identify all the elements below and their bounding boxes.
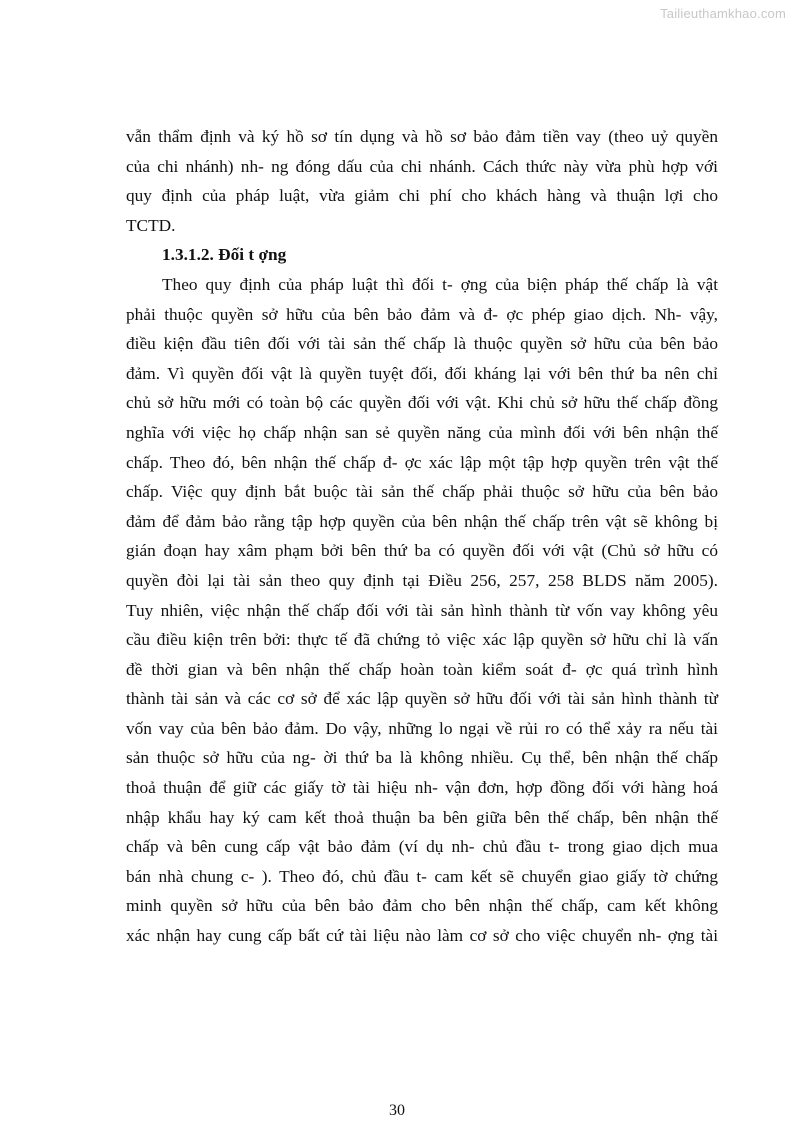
text-line: quyền đòi lại tài sản theo quy định tại Điều 256, 257, 258 BLDS năm 2005). — [126, 570, 718, 590]
text-line: chấp và bên cung cấp vật bảo đảm (ví dụ nh- chủ đầu t- trong giao dịch mua — [126, 837, 718, 857]
text-line: chủ sở hữu mới có toàn bộ các quyền đối với vật. Khi chủ sở hữu thế chấp đồng — [126, 393, 718, 413]
text-line: bán nhà chung c- ). Theo đó, chủ đầu t- cam kết sẽ chuyển giao giấy tờ chứng — [126, 866, 718, 886]
text-line: vốn vay của bên bảo đảm. Do vậy, những lo ngại về rủi ro có thể xảy ra nếu tài — [126, 718, 718, 738]
text-line: TCTD. — [126, 215, 176, 235]
text-line: vẫn thẩm định và ký hồ sơ tín dụng và hồ sơ bảo đảm tiền vay (theo uỷ quyền — [126, 127, 718, 146]
section-heading: 1.3.1.2. Đối t ợng — [162, 245, 287, 265]
paragraph-continuation — [126, 122, 718, 240]
text-line: thành tài sản và các cơ sở để xác lập quyền sở hữu đối với tài sản hình thành từ — [126, 689, 718, 709]
text-line: Theo quy định của pháp luật thì đối t- ợng của biện pháp thế chấp là vật — [162, 274, 718, 294]
text-line: chấp. Việc quy định bắt buộc tài sản thế chấp phải thuộc sở hữu của bên bảo — [126, 482, 718, 502]
text-line: điều kiện đầu tiên đối với tài sản thế chấp là thuộc quyền sở hữu của bên bảo — [126, 334, 718, 354]
text-line: gián đoạn hay xâm phạm bởi bên thứ ba có quyền đối với vật (Chủ sở hữu có — [126, 541, 718, 561]
text-line: quy định của pháp luật, vừa giảm chi phí cho khách hàng và thuận lợi cho — [126, 186, 718, 206]
text-line: cầu điều kiện trên bởi: thực tế đã chứng tỏ việc xác lập quyền sở hữu chỉ là vấn — [126, 630, 718, 650]
text-line: nhập khẩu hay ký cam kết thoả thuận ba bên giữa bên thế chấp, bên nhận thế — [126, 807, 718, 827]
text-line: xác nhận hay cung cấp bất cứ tài liệu nào làm cơ sở cho việc chuyển nh- ợng tài — [126, 926, 718, 946]
watermark: Tailieuthamkhao.com — [660, 6, 786, 21]
text-line: chấp. Theo đó, bên nhận thế chấp đ- ợc xác lập một tập hợp quyền trên vật thế — [126, 452, 718, 472]
text-line: đề thời gian và bên nhận thế chấp hoàn toàn kiểm soát đ- ợc quá trình hình — [126, 659, 718, 679]
text-line: sản thuộc sở hữu của ng- ời thứ ba là không nhiều. Cụ thể, bên nhận thế chấp — [126, 748, 718, 768]
text-line: minh quyền sở hữu của bên bảo đảm cho bên nhận thế chấp, cam kết không — [126, 896, 718, 916]
text-line: phải thuộc quyền sở hữu của bên bảo đảm và đ- ợc phép giao dịch. Nh- vậy, — [126, 304, 718, 324]
text-line: thoả thuận để giữ các giấy tờ tài hiệu nh- vận đơn, hợp đồng đối với hàng hoá — [126, 778, 718, 798]
text-line: Tuy nhiên, việc nhận thế chấp đối với tài sản hình thành từ vốn vay không yêu — [126, 600, 718, 620]
text-line: đảm. Vì quyền đối vật là quyền tuyệt đối, đối kháng lại với bên thứ ba nên chỉ — [126, 363, 718, 383]
paragraph-main — [126, 270, 718, 951]
document-body — [126, 122, 718, 951]
text-line: nghĩa với việc họ chấp nhận san sẻ quyền năng của mình đối với bên nhận thế — [126, 422, 718, 442]
page-number: 30 — [389, 1102, 405, 1119]
text-line: đảm để đảm bảo rằng tập hợp quyền của bên nhận thế chấp trên vật sẽ không bị — [126, 511, 718, 531]
text-line: của chi nhánh) nh- ng đóng dấu của chi nhánh. Cách thức này vừa phù hợp với — [126, 156, 718, 176]
